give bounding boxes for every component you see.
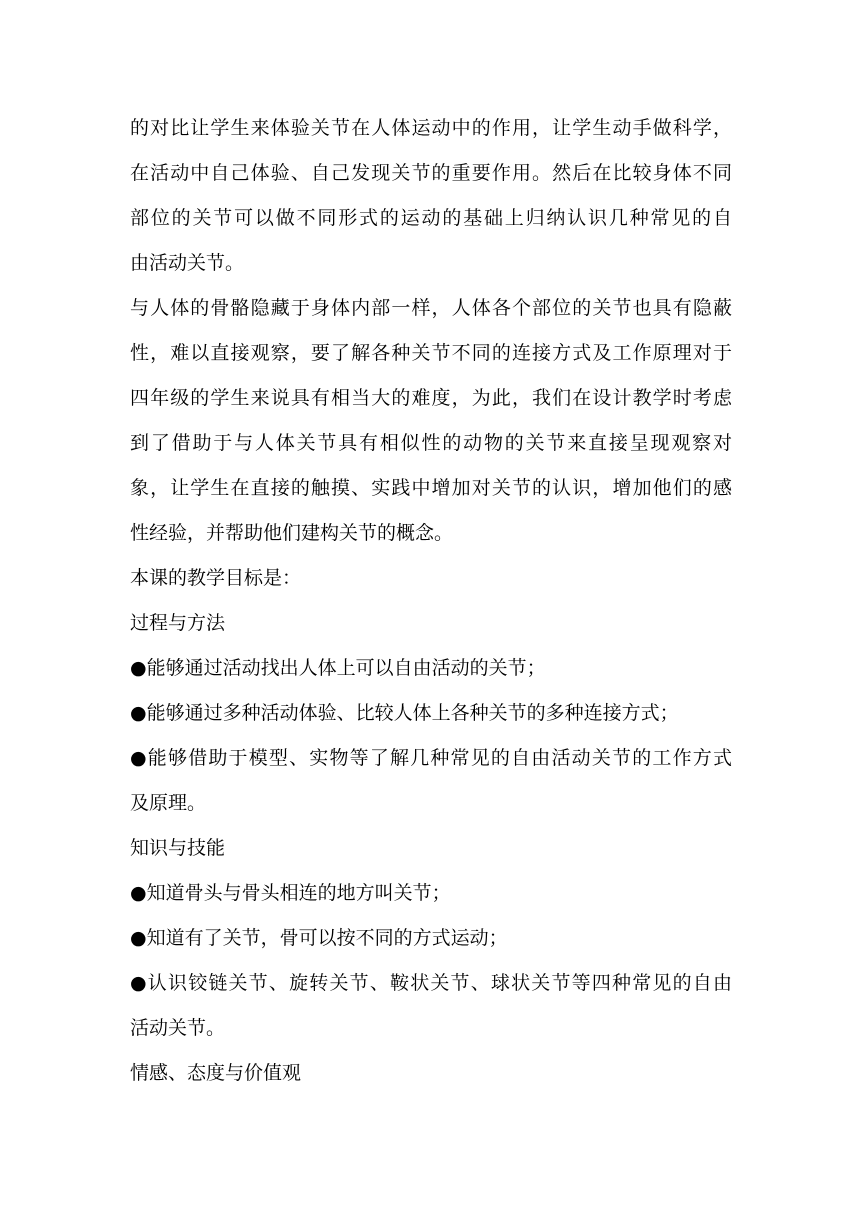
section-heading: 过程与方法: [130, 612, 226, 634]
section-heading: 知识与技能: [130, 837, 226, 859]
text-line: 象，让学生在直接的触摸、实践中增加对关节的认识，增加他们的感: [130, 477, 732, 499]
section-heading: 情感、态度与价值观: [130, 1062, 302, 1084]
text-line: 及原理。: [130, 792, 207, 814]
text-line: 部位的关节可以做不同形式的运动的基础上归纳认识几种常见的自: [130, 207, 732, 229]
text-line: 性，难以直接观察，要了解各种关节不同的连接方式及工作原理对于: [130, 342, 732, 364]
bullet-item: ●知道骨头与骨头相连的地方叫关节；: [130, 882, 451, 904]
text-line: 到了借助于与人体关节具有相似性的动物的关节来直接呈现观察对: [130, 432, 732, 454]
text-line: 由活动关节。: [130, 252, 245, 274]
bullet-item: ●知道有了关节，骨可以按不同的方式运动；: [130, 927, 508, 949]
text-line: 在活动中自己体验、自己发现关节的重要作用。然后在比较身体不同: [130, 162, 732, 184]
text-line: 与人体的骨骼隐藏于身体内部一样，人体各个部位的关节也具有隐蔽: [130, 297, 732, 319]
text-line: 的对比让学生来体验关节在人体运动中的作用，让学生动手做科学，: [130, 117, 732, 139]
bullet-item: ●能够借助于模型、实物等了解几种常见的自由活动关节的工作方式: [130, 747, 732, 769]
text-line: 四年级的学生来说具有相当大的难度，为此，我们在设计教学时考虑: [130, 387, 732, 409]
text-line: 活动关节。: [130, 1017, 226, 1039]
bullet-item: ●能够通过多种活动体验、比较人体上各种关节的多种连接方式；: [130, 702, 679, 724]
bullet-item: ●认识铰链关节、旋转关节、鞍状关节、球状关节等四种常见的自由: [130, 972, 732, 994]
text-line: 本课的教学目标是：: [130, 567, 302, 589]
text-line: 性经验，并帮助他们建构关节的概念。: [130, 522, 454, 544]
bullet-item: ●能够通过活动找出人体上可以自由活动的关节；: [130, 657, 546, 679]
document-body: [130, 106, 732, 1096]
